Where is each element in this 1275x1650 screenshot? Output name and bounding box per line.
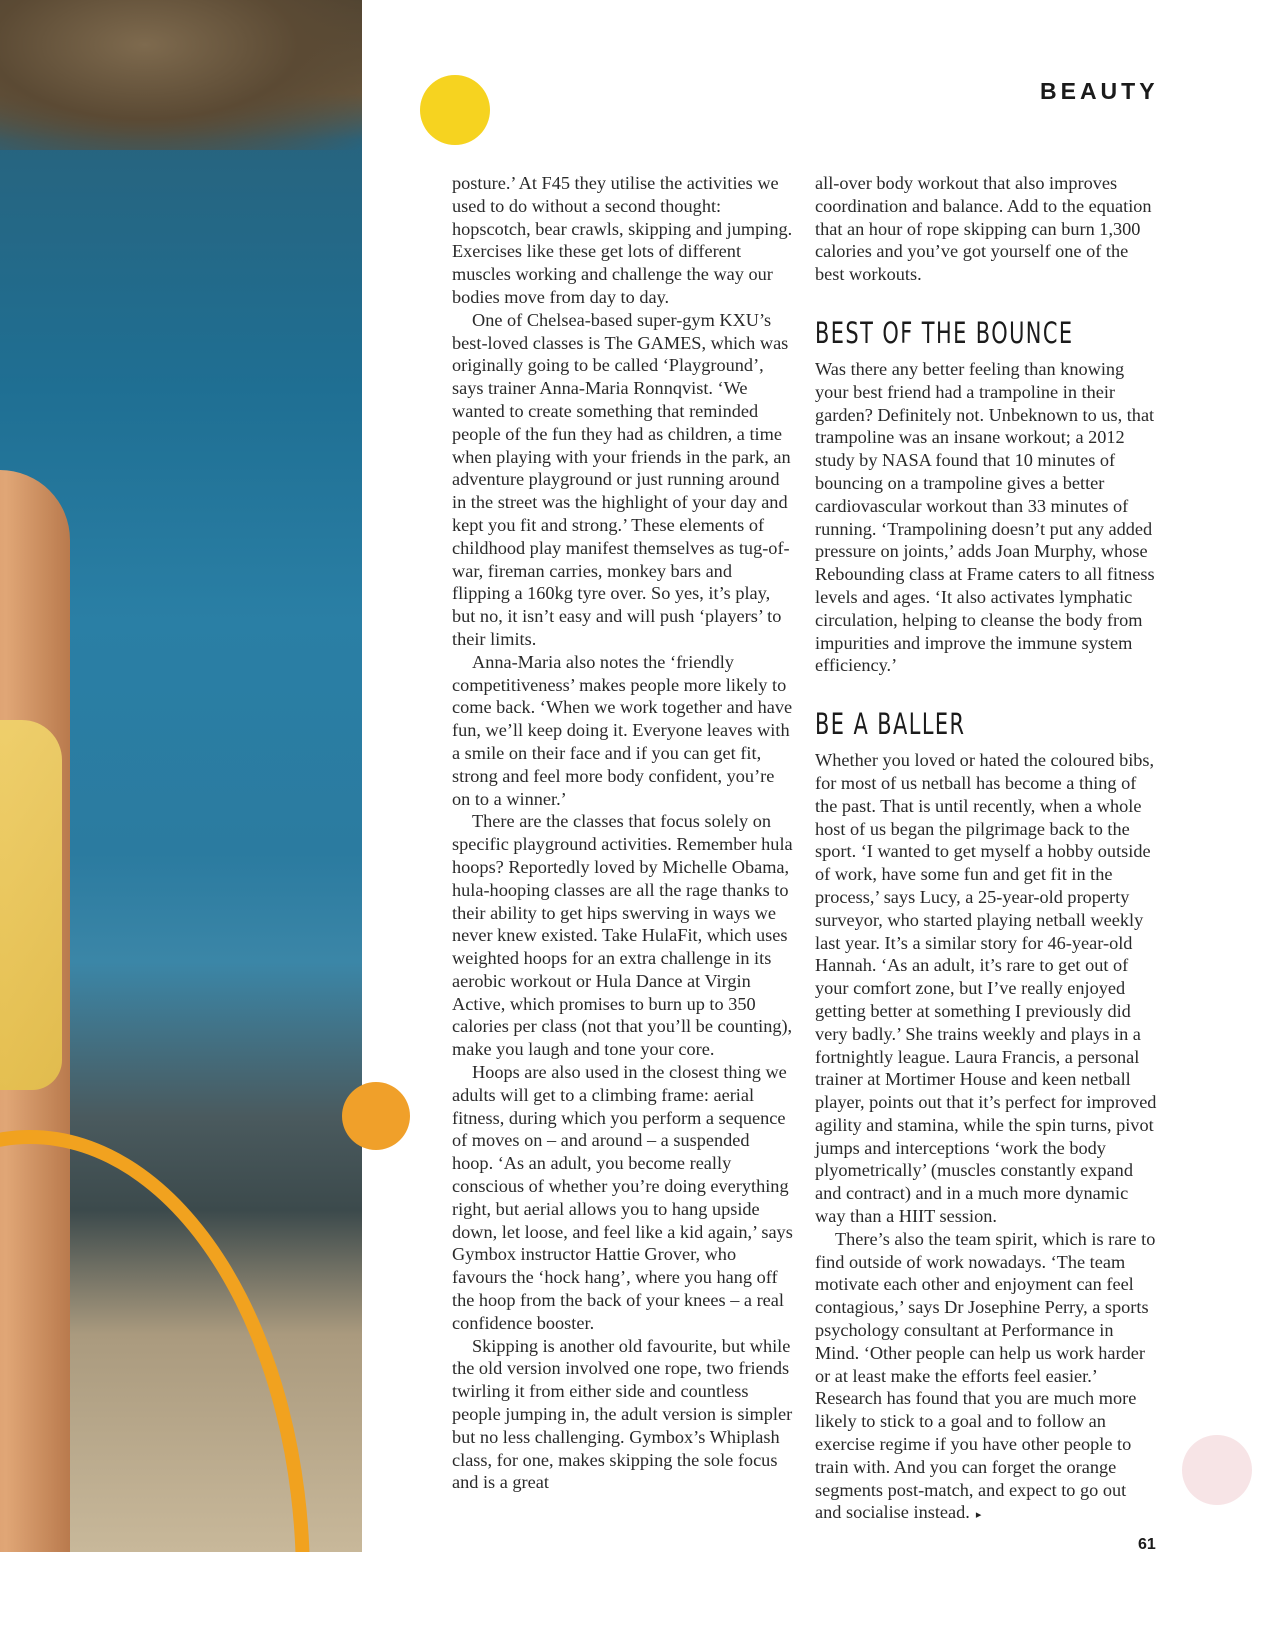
- beach-photo: [0, 0, 362, 1552]
- paragraph: Anna-Maria also notes the ‘friendly competitiveness’ makes people more likely to come back. ‘When we work together and have fun, we’ll keep doing it. Everyone leaves with a smile on their face and if you can get fit, strong and feel more body confident, you’re on to a winner.’: [452, 651, 793, 809]
- paragraph: posture.’ At F45 they utilise the activities we used to do without a second thought: hopscotch, bear crawls, skipping and jumping. Exercises like these get lots of different muscles working and challenge the way our bodies move from day to day.: [452, 173, 793, 307]
- paragraph: Hoops are also used in the closest thing we adults will get to a climbing frame: aerial fitness, during which you perform a sequence of moves on – and around – a suspended hoop. ‘As an adult, you become really conscious of whether you’re doing everything right, but aerial allows you to hang upside down, let loose, and feel like a kid again,’ says Gymbox instructor Hattie Grover, who favours the ‘hock hang’, where you hang off the hoop from the back of your knees – a real confidence booster.: [452, 1062, 793, 1333]
- hula-hoop: [0, 1130, 310, 1552]
- paragraph: Whether you loved or hated the coloured bibs, for most of us netball has become a thing of the past. That is until recently, when a whole host of us began the pilgrimage back to the sport. ‘I wanted to get myself a hobby outside of work, have some fun and get fit in the process,’ says Lucy, a 25-year-old property surveyor, who started playing netball weekly last year. It’s a similar story for 46-year-old Hannah. ‘As an adult, it’s rare to get out of your comfort zone, but I’ve really enjoyed getting better at something I previously did very badly.’ She trains weekly and plays in a fortnightly league. Laura Francis, a personal trainer at Mortimer House and keen netball player, points out that it’s perfect for improved agility and stamina, while the spin turns, pivot jumps and interceptions ‘work the body plyometrically’ (muscles constantly expand and contract) and in a much more dynamic way than a HIIT session.: [815, 750, 1157, 1227]
- right-column: [815, 172, 1157, 1527]
- paragraph: all-over body workout that also improves coordination and balance. Add to the equation that an hour of rope skipping can burn 1,300 calories and you’ve got yourself one of the best workouts.: [815, 173, 1152, 285]
- pink-dot-decoration: [1182, 1435, 1252, 1505]
- yellow-dot-decoration: [420, 75, 490, 145]
- subheading-bounce: BEST OF THE BOUNCE: [815, 315, 1074, 350]
- paragraph: Skipping is another old favourite, but while the old version involved one rope, two friends twirling it from either side and countless people jumping in, the adult version is simpler but no less challenging. Gymbox’s Whiplash class, for one, makes skipping the sole focus and is a great: [452, 1335, 793, 1493]
- paragraph: One of Chelsea-based super-gym KXU’s best-loved classes is The GAMES, which was originally going to be called ‘Playground’, says trainer Anna-Maria Ronnqvist. ‘We wanted to create something that reminded people of the fun they had as children, a time when playing with your friends in the park, an adventure playground or just running around in the street was the highlight of your day and kept you fit and strong.’ These elements of childhood play manifest themselves as tug-of-war, fireman carries, monkey bars and flipping a 160kg tyre over. So yes, it’s play, but no, it isn’t easy and will push ‘players’ to their limits.: [452, 309, 791, 649]
- page-number: 61: [1138, 1536, 1156, 1553]
- paragraph-last: [815, 1228, 1157, 1527]
- paragraph-text: There’s also the team spirit, which is rare to find outside of work nowadays. ‘The team motivate each other and enjoyment can feel contagious,’ says Dr Josephine Perry, a sports psychology consultant at Performance in Mind. ‘Other people can help us work harder or at least make the efforts feel easier.’ Research has found that you are much more likely to stick to a goal and to follow an exercise regime if you have other people to train with. And you can forget the orange segments post-match, and expect to go out and socialise instead.: [815, 1228, 1156, 1523]
- paragraph: Was there any better feeling than knowing your best friend had a trampoline in their garden? Definitely not. Unbeknown to us, that trampoline was an insane workout; a 2012 study by NASA found that 10 minutes of bouncing on a trampoline gives a better cardiovascular workout than 33 minutes of running. ‘Trampolining doesn’t put any added pressure on joints,’ adds Joan Murphy, whose Rebounding class at Frame caters to all fitness levels and ages. ‘It also activates lymphatic circulation, helping to cleanse the body from impurities and improve the immune system efficiency.’: [815, 358, 1155, 676]
- rock-shape: [0, 0, 362, 150]
- subheading-baller: BE A BALLER: [815, 707, 966, 742]
- continue-arrow-icon: ▸: [975, 1509, 982, 1522]
- paragraph: There are the classes that focus solely on specific playground activities. Remember hula hoops? Reportedly loved by Michelle Obama, hula-hooping classes are all the rage thanks to their ability to get hips swerving in ways we never knew existed. Take HulaFit, which uses weighted hoops for an extra challenge in its aerobic workout or Hula Dance at Virgin Active, which promises to burn up to 350 calories per class (not that you’ll be counting), make you laugh and tone your core.: [452, 811, 793, 1060]
- swimsuit: [0, 720, 62, 1090]
- orange-dot-decoration: [342, 1082, 410, 1150]
- left-column: [452, 172, 794, 1494]
- section-label: BEAUTY: [1040, 78, 1159, 104]
